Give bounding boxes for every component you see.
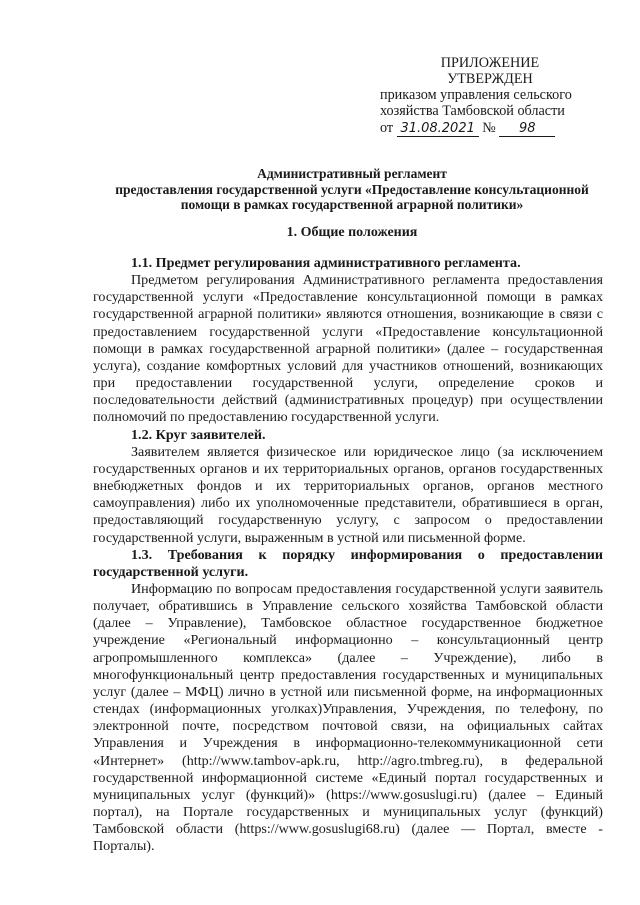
document-title	[84, 166, 620, 213]
paragraph-informing: Информацию по вопросам предоставления государственной услуги заявитель получает, обратившись в Управление сельского хозяйства Тамбовской области (далее – Управление), Тамбовское областное государственное бюджетное учреждение «Региональный информационно – консультационный центр агропромышленного комплекса» (далее – Учреждение), либо в многофункциональный центр предоставления государственных и муниципальных услуг (далее – МФЦ) лично в устной или письменной форме, на информационных стендах (информационных уголках)Управления, Учреждения, по телефону, по электронной почте, посредством почтовой связи, на официальных сайтах Управления и Учреждения в информационно-телекоммуникационной сети «Интернет» (http://www.tambov-apk.ru, http://agro.tmbreg.ru), в федеральной государственной информационной системе «Единый портал государственных и муниципальных услуг (функций)» (https://www.gosuslugi.ru) (далее – Единый портал), на Портале государственных и муниципальных услуг (функций) Тамбовской области (https://www.gosuslugi68.ru) (далее — Портал, вместе - Порталы).	[93, 580, 603, 855]
approval-authority-line: хозяйства Тамбовской области	[380, 103, 565, 119]
document-body	[93, 255, 603, 855]
subsection-heading-1-2: 1.2. Круг заявителей.	[131, 426, 266, 443]
section-title: 1. Общие положения	[286, 225, 418, 240]
approval-appendix-label: ПРИЛОЖЕНИЕ	[440, 55, 540, 71]
approval-approved-label: УТВЕРЖДЕН	[447, 71, 533, 87]
approval-date-line	[380, 120, 600, 137]
approval-number-label: №	[482, 120, 496, 136]
document-title-line-2: предоставления государственной услуги «Предоставление консультационной	[115, 181, 589, 197]
subsection-heading-1-3: 1.3. Требования к порядку информирования о предоставлении государственной услуги.	[93, 546, 603, 580]
approval-date-prefix: от	[380, 120, 394, 136]
paragraph-subject: Предметом регулирования Административного регламента предоставления государственной услуги «Предоставление консультационной помощи в рамках государственной аграрной политики» являются отношения, возникающие в связи с предоставлением государственной услуги «Предоставление консультационной помощи в рамках государственной аграрной политики» (далее – государственная услуга), создание комфортных условий для участников отношений, возникающих при предоставлении государственной услуги, определение сроков и последовательности действий (административных процедур) при осуществлении полномочий по предоставлению государственной услуги.	[93, 272, 603, 426]
document-title-line-1: Административный регламент	[257, 166, 447, 181]
approval-date-handwritten: 31.08.2021	[397, 122, 479, 137]
subsection-heading-1-1: 1.1. Предмет регулирования административного регламента.	[131, 255, 521, 271]
document-title-line-3: помощи в рамках государственной аграрной политики»	[180, 197, 524, 212]
approval-number-handwritten: 98	[499, 122, 555, 137]
approval-block	[380, 55, 600, 137]
approval-order-line: приказом управления сельского	[380, 87, 572, 103]
paragraph-applicants: Заявителем является физическое или юридическое лицо (за исключением государственных органов и их территориальных органов, органов государственных внебюджетных фондов и их территориальных органов, органов местного самоуправления) либо их уполномоченные представители, обратившиеся в орган, предоставляющий государственную услугу, с запросом о предоставлении государственной услуги, выраженным в устной или письменной форме.	[93, 443, 603, 546]
